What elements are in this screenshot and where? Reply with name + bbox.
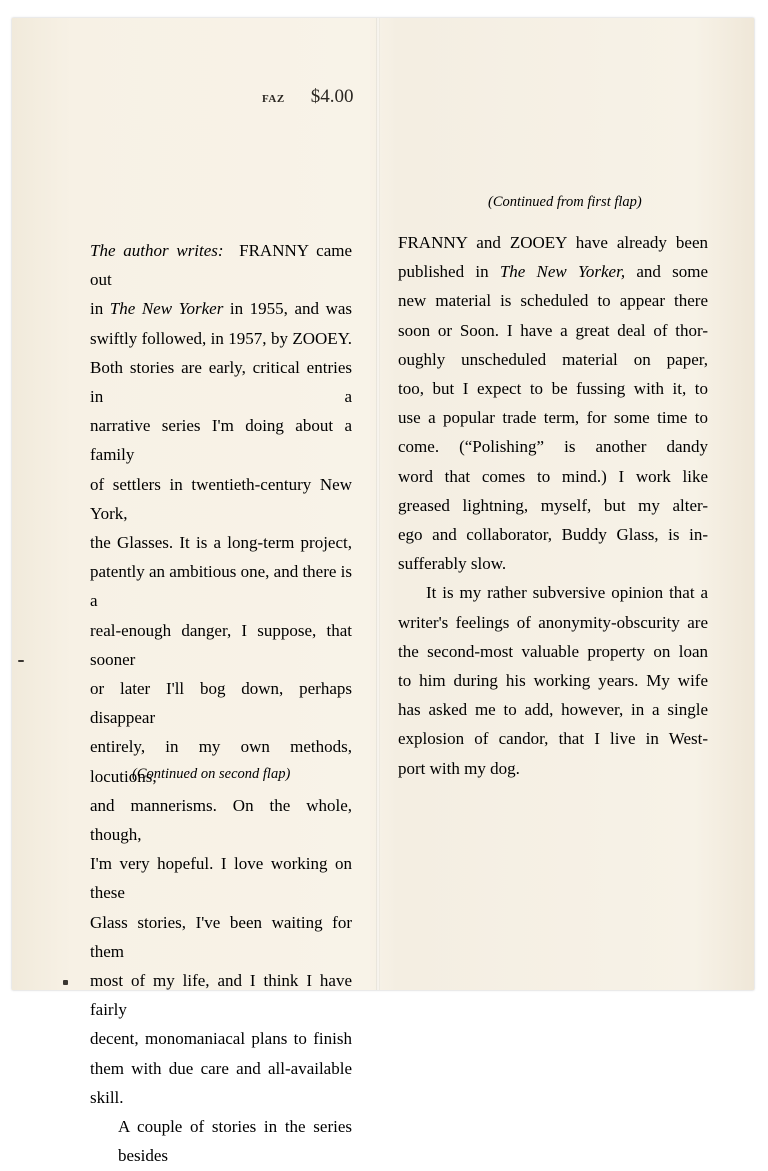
text-line: FRANNY and ZOOEY have already been	[398, 233, 708, 252]
text-line: in The New Yorker in 1955, and was	[90, 299, 353, 319]
text-line: swiftly followed, in 1957, by ZOOEY.	[90, 328, 352, 348]
continued-on-second-flap: (Continued on second flap)	[132, 766, 291, 782]
text-line: new material is scheduled to appear there	[398, 291, 708, 311]
text-line: A couple of stories in the series besides	[118, 1117, 352, 1166]
text-line: published in The New Yorker, and some	[398, 262, 708, 282]
text-line: real-enough danger, I suppose, that sooner	[90, 620, 352, 669]
text-line: patently an ambitious one, and there is a	[90, 562, 353, 611]
text-line: too, but I expect to be fussing with it, to	[398, 379, 708, 399]
text-line: them with due care and all-available skill.	[90, 1058, 352, 1107]
text-line: It is my rather subversive opinion that a	[426, 583, 708, 603]
text-line: come. (“Polishing” is another dandy	[398, 437, 708, 457]
text-line: of settlers in twentieth-century New York,	[90, 474, 352, 523]
text-line: use a popular trade term, for some time to	[398, 408, 708, 428]
flap-fold	[376, 18, 380, 990]
text-line: sufferably slow.	[398, 554, 507, 574]
price-line	[262, 86, 353, 108]
continued-from-first-flap: (Continued from first flap)	[488, 194, 642, 210]
text-line: entirely, in my own methods, locutions,	[90, 737, 352, 786]
text-line: ego and collaborator, Buddy Glass, is in-	[398, 525, 708, 545]
left-flap-text	[90, 236, 352, 1171]
edge-tick-mark	[18, 660, 24, 662]
text-line: decent, monomaniacal plans to finish	[90, 1029, 352, 1049]
lead-in: The author writes:	[90, 241, 224, 260]
text-line: explosion of candor, that I live in West-	[398, 729, 708, 749]
corner-wear-mark	[63, 980, 68, 985]
text-line: I'm very hopeful. I love working on these	[90, 854, 352, 903]
text-line: has asked me to add, however, in a single	[398, 700, 708, 720]
text-line: soon or Soon. I have a great deal of thor-	[398, 320, 708, 340]
text-line: and mannerisms. On the whole, though,	[90, 795, 352, 845]
price-code: FAZ	[262, 93, 285, 105]
text-line: narrative series I'm doing about a family	[90, 416, 352, 465]
text-line: Both stories are early, critical entries in a	[90, 357, 352, 407]
text-line: greased lightning, myself, but my alter-	[398, 495, 708, 515]
right-flap-text	[398, 228, 708, 783]
text-line: most of my life, and I think I have fairly	[90, 971, 352, 1020]
text-line: oughly unscheduled material on paper,	[398, 349, 708, 369]
price: $4.00	[310, 86, 354, 107]
text-line: word that comes to mind.) I work like	[398, 466, 708, 486]
text-line: The author writes: FRANNY came out	[90, 241, 353, 290]
text-line: the second-most valuable property on loan	[398, 641, 708, 661]
text-line: Glass stories, I've been waiting for them	[90, 912, 352, 961]
text-line: the Glasses. It is a long-term project,	[90, 533, 352, 553]
text-line: or later I'll bog down, perhaps disappear	[90, 679, 352, 728]
text-line: port with my dog.	[398, 758, 520, 778]
text-line: to him during his working years. My wife	[398, 671, 708, 691]
text-line: writer's feelings of anonymity-obscurity are	[398, 612, 708, 632]
